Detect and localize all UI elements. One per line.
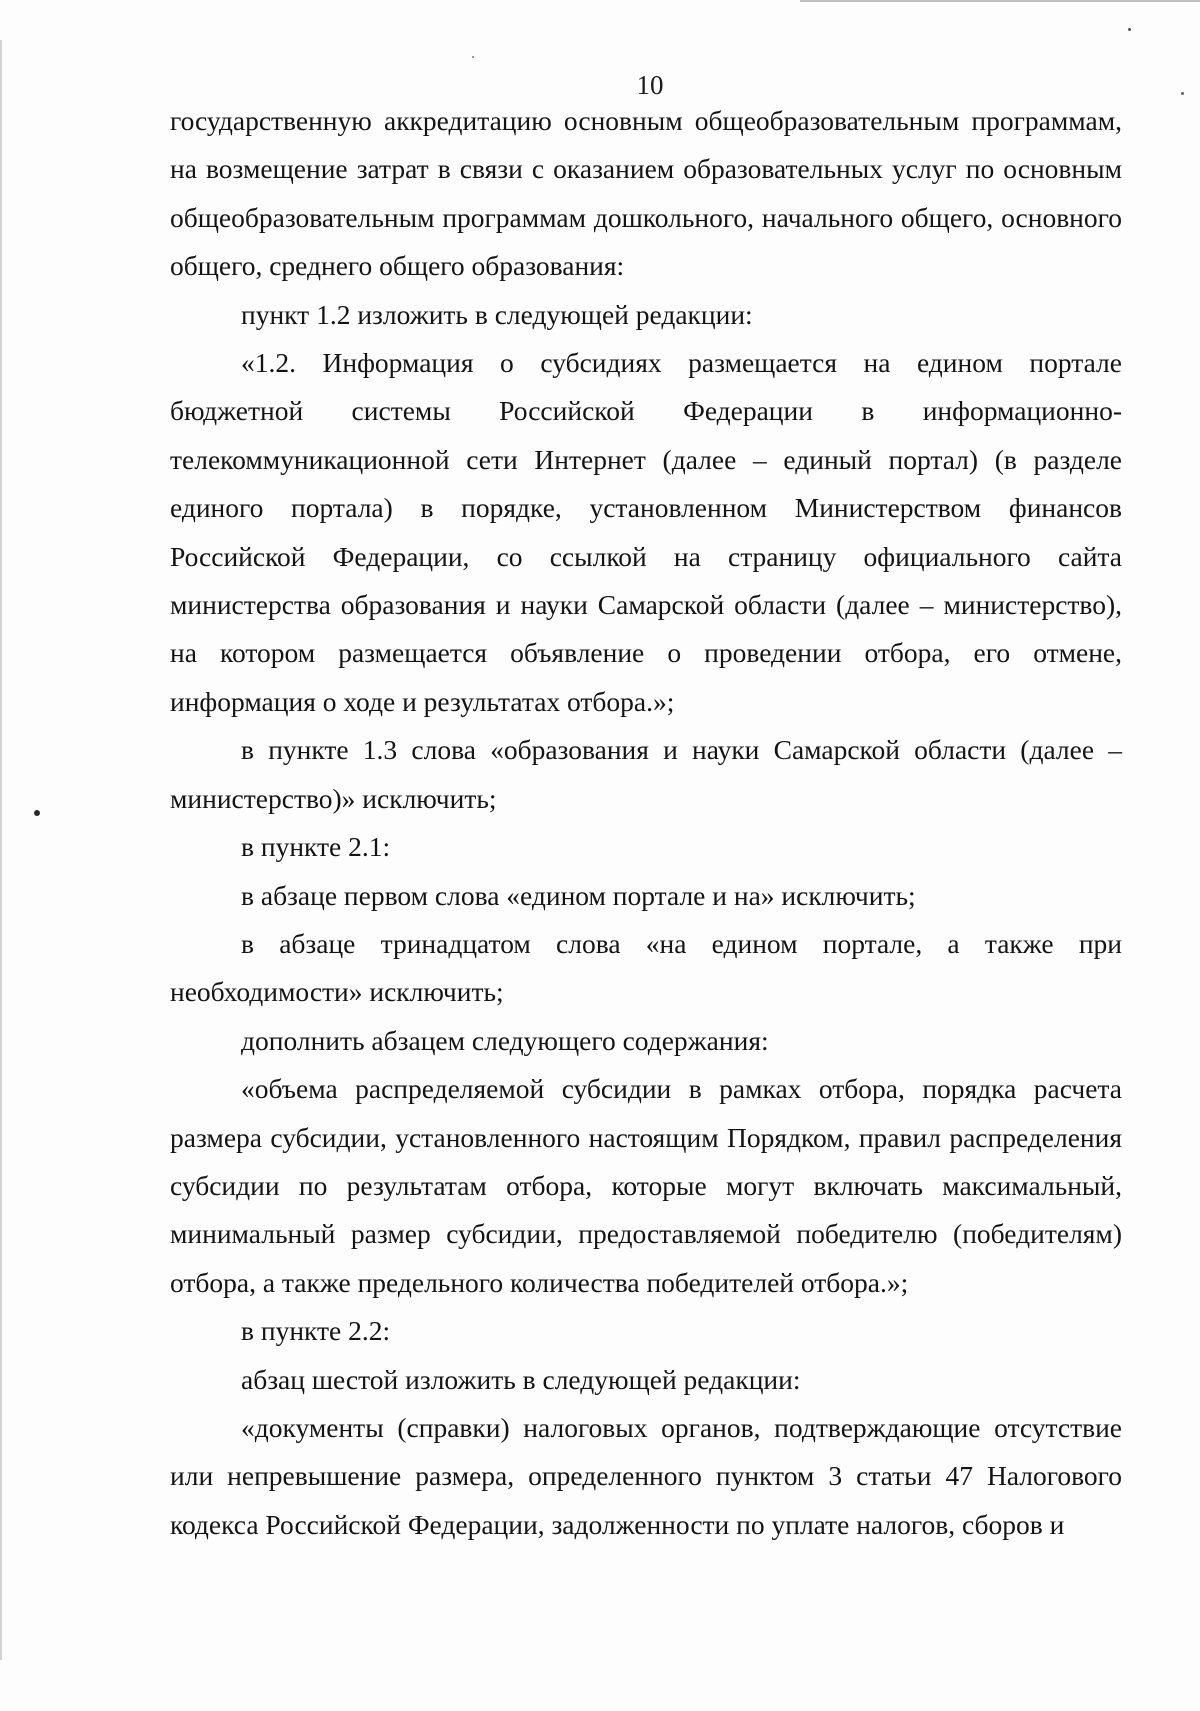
scan-margin-line <box>0 40 2 1660</box>
paragraph-add-abzac: дополнить абзацем следующего содержания: <box>241 1024 769 1056</box>
paragraph-sixth-abzac-text: «документы (справки) налоговых органов, подтверждающие отсутствие или непревышение размера, определенного пунктом 3 статьи 47 Налогового кодекса Российской Федерации, задолженности по уплате налогов, сборов и <box>170 1411 1122 1540</box>
paragraph-item-2-2: в пункте 2.2: <box>241 1315 391 1347</box>
scan-speck <box>1128 28 1131 31</box>
scan-speck <box>472 56 474 58</box>
paragraph-item-1-2-text: «1.2. Информация о субсидиях размещается на едином портале бюджетной системы Российской Федерации в информационно-телекоммуникационной сети Интернет (далее – единый портал) (в разделе единого портала) в порядке, установленном Министерством финансов Российской Федерации, со ссылкой на страницу официального сайта министерства образования и науки Самарской области (далее – министерство), на котором размещается объявление о проведении отбора, его отмене, информация о ходе и результатах отбора.»; <box>170 347 1122 717</box>
paragraph-item-1-3: в пункте 1.3 слова «образования и науки Самарской области (далее – министерство)» исключить; <box>170 734 1122 814</box>
paragraph-continuation: государственную аккредитацию основным общеобразовательным программам, на возмещение затрат в связи с оказанием образовательных услуг по основным общеобразовательным программам дошкольного, начального общего, основного общего, среднего общего образования: <box>170 105 1122 282</box>
paragraph-item-2-1-first-abzac: в абзаце первом слова «едином портале и на» исключить; <box>241 879 916 911</box>
document-body <box>170 97 1122 1549</box>
page-number: 10 <box>636 70 664 100</box>
paragraph-item-2-1-thirteenth-abzac: в абзаце тринадцатом слова «на едином портале, а также при необходимости» исключить; <box>170 927 1122 1008</box>
paragraph-sixth-abzac-intro: абзац шестой изложить в следующей редакции: <box>241 1363 801 1395</box>
paragraph-item-1-2-intro: пункт 1.2 изложить в следующей редакции: <box>241 298 753 330</box>
paragraph-new-abzac-text: «объема распределяемой субсидии в рамках отбора, порядка расчета размера субсидии, установленного настоящим Порядком, правил распределения субсидии по результатам отбора, которые могут включать максимальный, минимальный размер субсидии, предоставляемой победителю (победителям) отбора, а также предельного количества победителей отбора.»; <box>170 1073 1122 1298</box>
scan-top-edge-line <box>800 0 1200 2</box>
scan-speck <box>34 810 40 816</box>
paragraph-item-2-1: в пункте 2.1: <box>241 831 391 863</box>
